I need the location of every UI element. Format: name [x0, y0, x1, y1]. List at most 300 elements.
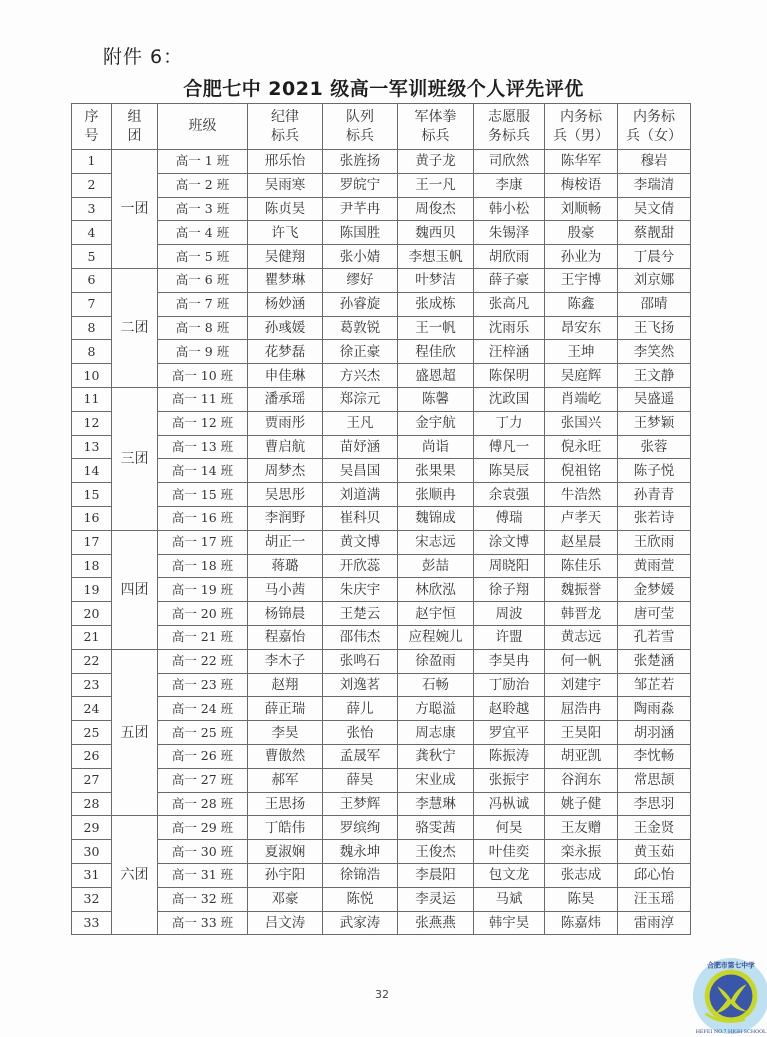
column-header — [112, 104, 158, 150]
dorm-f-cell: 吴盛遥 — [618, 387, 691, 411]
volunteer-cell: 胡欣雨 — [474, 245, 545, 269]
class-cell: 高一 20 班 — [158, 602, 248, 626]
dorm-f-cell: 陈子悦 — [618, 459, 691, 483]
boxing-cell: 王一帆 — [398, 316, 474, 340]
boxing-cell: 陈馨 — [398, 387, 474, 411]
award-table — [71, 103, 691, 935]
discipline-cell: 孙彧媛 — [248, 316, 323, 340]
boxing-cell: 王俊杰 — [398, 840, 474, 864]
seq-cell: 15 — [72, 483, 112, 507]
boxing-cell: 方聪溢 — [398, 697, 474, 721]
formation-cell: 方兴杰 — [323, 364, 398, 388]
boxing-cell: 盛恩超 — [398, 364, 474, 388]
dorm-f-cell: 张蓉 — [618, 435, 691, 459]
class-cell: 高一 9 班 — [158, 340, 248, 364]
group-cell: 一团 — [112, 150, 158, 269]
seq-cell: 18 — [72, 554, 112, 578]
formation-cell: 刘道满 — [323, 483, 398, 507]
header-row — [72, 104, 691, 150]
table-row — [72, 411, 691, 435]
seq-cell: 28 — [72, 792, 112, 816]
dorm-m-cell: 栾永振 — [545, 840, 618, 864]
dorm-m-cell: 黄志远 — [545, 625, 618, 649]
dorm-m-cell: 谷润东 — [545, 768, 618, 792]
discipline-cell: 丁皓伟 — [248, 816, 323, 840]
volunteer-cell: 张高凡 — [474, 292, 545, 316]
class-cell: 高一 26 班 — [158, 744, 248, 768]
dorm-f-cell: 王欣雨 — [618, 530, 691, 554]
discipline-cell: 杨锦晨 — [248, 602, 323, 626]
dorm-f-cell: 李忱畅 — [618, 744, 691, 768]
volunteer-cell: 陈保明 — [474, 364, 545, 388]
seq-cell: 30 — [72, 840, 112, 864]
volunteer-cell: 李昊冉 — [474, 649, 545, 673]
dorm-m-cell: 陈华军 — [545, 150, 618, 174]
formation-cell: 尹芊冉 — [323, 197, 398, 221]
class-cell: 高一 21 班 — [158, 625, 248, 649]
class-cell: 高一 16 班 — [158, 506, 248, 530]
column-header-line: 务标兵 — [488, 127, 530, 144]
formation-cell: 张小婧 — [323, 245, 398, 269]
formation-cell: 邵伟杰 — [323, 625, 398, 649]
boxing-cell: 应程婉儿 — [398, 625, 474, 649]
formation-cell: 吴昌国 — [323, 459, 398, 483]
table-row — [72, 530, 691, 554]
discipline-cell: 郝军 — [248, 768, 323, 792]
formation-cell: 缪好 — [323, 268, 398, 292]
formation-cell: 张怡 — [323, 721, 398, 745]
volunteer-cell: 丁力 — [474, 411, 545, 435]
dorm-m-cell: 殷豪 — [545, 221, 618, 245]
dorm-f-cell: 常思颉 — [618, 768, 691, 792]
formation-cell: 魏永坤 — [323, 840, 398, 864]
column-header — [323, 104, 398, 150]
discipline-cell: 李昊 — [248, 721, 323, 745]
dorm-m-cell: 昂安东 — [545, 316, 618, 340]
discipline-cell: 胡正一 — [248, 530, 323, 554]
volunteer-cell: 陈昊辰 — [474, 459, 545, 483]
formation-cell: 王梦辉 — [323, 792, 398, 816]
dorm-m-cell: 赵星晨 — [545, 530, 618, 554]
table-row — [72, 316, 691, 340]
discipline-cell: 薛正瑞 — [248, 697, 323, 721]
column-header-line: 兵（男） — [553, 127, 609, 144]
document-title: 合肥七中 2021 级高一军训班级个人评先评优 — [183, 78, 584, 100]
volunteer-cell: 汪梓涵 — [474, 340, 545, 364]
class-cell: 高一 2 班 — [158, 173, 248, 197]
formation-cell: 朱庆宇 — [323, 578, 398, 602]
discipline-cell: 夏淑娴 — [248, 840, 323, 864]
table-body — [72, 150, 691, 935]
class-cell: 高一 28 班 — [158, 792, 248, 816]
formation-cell: 王凡 — [323, 411, 398, 435]
volunteer-cell: 陈振涛 — [474, 744, 545, 768]
dorm-m-cell: 陈嘉炜 — [545, 911, 618, 935]
table-row — [72, 840, 691, 864]
class-cell: 高一 14 班 — [158, 459, 248, 483]
class-cell: 高一 8 班 — [158, 316, 248, 340]
dorm-f-cell: 汪玉瑶 — [618, 887, 691, 911]
dorm-f-cell: 王文静 — [618, 364, 691, 388]
volunteer-cell: 冯枞诚 — [474, 792, 545, 816]
column-header-line: 标兵 — [271, 127, 299, 144]
attachment-label: 附件 6： — [103, 46, 184, 68]
formation-cell: 开欣蕊 — [323, 554, 398, 578]
dorm-m-cell: 卢孝天 — [545, 506, 618, 530]
class-cell: 高一 17 班 — [158, 530, 248, 554]
dorm-m-cell: 胡亚凯 — [545, 744, 618, 768]
group-cell: 六团 — [112, 816, 158, 935]
dorm-m-cell: 陈昊 — [545, 887, 618, 911]
discipline-cell: 吴思彤 — [248, 483, 323, 507]
table-row — [72, 863, 691, 887]
volunteer-cell: 许盟 — [474, 625, 545, 649]
table-row — [72, 506, 691, 530]
dorm-m-cell: 张志成 — [545, 863, 618, 887]
boxing-cell: 张成栋 — [398, 292, 474, 316]
class-cell: 高一 31 班 — [158, 863, 248, 887]
class-cell: 高一 5 班 — [158, 245, 248, 269]
discipline-cell: 潘承瑶 — [248, 387, 323, 411]
seq-cell: 33 — [72, 911, 112, 935]
group-cell: 五团 — [112, 649, 158, 816]
discipline-cell: 蒋璐 — [248, 554, 323, 578]
formation-cell: 陈国胜 — [323, 221, 398, 245]
seq-cell: 14 — [72, 459, 112, 483]
discipline-cell: 陈贞昊 — [248, 197, 323, 221]
volunteer-cell: 丁励治 — [474, 673, 545, 697]
formation-cell: 王楚云 — [323, 602, 398, 626]
volunteer-cell: 马斌 — [474, 887, 545, 911]
table-row — [72, 602, 691, 626]
discipline-cell: 邢乐怡 — [248, 150, 323, 174]
dorm-m-cell: 梅桉语 — [545, 173, 618, 197]
class-cell: 高一 25 班 — [158, 721, 248, 745]
dorm-m-cell: 屈浩冉 — [545, 697, 618, 721]
formation-cell: 崔科贝 — [323, 506, 398, 530]
volunteer-cell: 薛子豪 — [474, 268, 545, 292]
seq-cell: 29 — [72, 816, 112, 840]
seq-cell: 8 — [72, 340, 112, 364]
discipline-cell: 曹启航 — [248, 435, 323, 459]
table-row — [72, 292, 691, 316]
dorm-m-cell: 肖端屹 — [545, 387, 618, 411]
table-row — [72, 768, 691, 792]
boxing-cell: 骆雯茜 — [398, 816, 474, 840]
boxing-cell: 李晨阳 — [398, 863, 474, 887]
table-row — [72, 673, 691, 697]
svg-text:合肥市第七中学: 合肥市第七中学 — [707, 961, 755, 970]
formation-cell: 徐正豪 — [323, 340, 398, 364]
dorm-m-cell: 刘建宇 — [545, 673, 618, 697]
table-row — [72, 887, 691, 911]
boxing-cell: 李想玉帆 — [398, 245, 474, 269]
discipline-cell: 周梦杰 — [248, 459, 323, 483]
volunteer-cell: 韩宇昊 — [474, 911, 545, 935]
column-header — [618, 104, 691, 150]
group-cell: 二团 — [112, 268, 158, 387]
column-header-line: 标兵 — [346, 127, 374, 144]
table-row — [72, 221, 691, 245]
dorm-f-cell: 邵晴 — [618, 292, 691, 316]
dorm-f-cell: 邱心怡 — [618, 863, 691, 887]
dorm-f-cell: 王梦颖 — [618, 411, 691, 435]
boxing-cell: 魏西贝 — [398, 221, 474, 245]
boxing-cell: 张顺冉 — [398, 483, 474, 507]
column-header — [545, 104, 618, 150]
column-header-line: 内务标 — [633, 108, 675, 125]
dorm-f-cell: 王金贤 — [618, 816, 691, 840]
class-cell: 高一 10 班 — [158, 364, 248, 388]
formation-cell: 张鸣石 — [323, 649, 398, 673]
boxing-cell: 程佳欣 — [398, 340, 474, 364]
boxing-cell: 金宇航 — [398, 411, 474, 435]
table-row — [72, 744, 691, 768]
formation-cell: 郑淙元 — [323, 387, 398, 411]
dorm-m-cell: 王宇博 — [545, 268, 618, 292]
dorm-f-cell: 丁晨兮 — [618, 245, 691, 269]
dorm-f-cell: 李笑然 — [618, 340, 691, 364]
boxing-cell: 石畅 — [398, 673, 474, 697]
dorm-f-cell: 胡羽涵 — [618, 721, 691, 745]
column-header-line: 队列 — [346, 108, 374, 125]
volunteer-cell: 张振宇 — [474, 768, 545, 792]
boxing-cell: 李慧琳 — [398, 792, 474, 816]
table-row — [72, 245, 691, 269]
dorm-f-cell: 张楚涵 — [618, 649, 691, 673]
boxing-cell: 张燕燕 — [398, 911, 474, 935]
dorm-m-cell: 吴庭辉 — [545, 364, 618, 388]
column-header-line: 号 — [84, 127, 99, 144]
volunteer-cell: 司欣然 — [474, 150, 545, 174]
dorm-f-cell: 金梦媛 — [618, 578, 691, 602]
discipline-cell: 曹傲然 — [248, 744, 323, 768]
class-cell: 高一 12 班 — [158, 411, 248, 435]
discipline-cell: 赵翔 — [248, 673, 323, 697]
class-cell: 高一 33 班 — [158, 911, 248, 935]
formation-cell: 陈悦 — [323, 887, 398, 911]
seq-cell: 11 — [72, 387, 112, 411]
volunteer-cell: 涂文博 — [474, 530, 545, 554]
dorm-m-cell: 魏振誉 — [545, 578, 618, 602]
seq-cell: 31 — [72, 863, 112, 887]
seq-cell: 27 — [72, 768, 112, 792]
dorm-f-cell: 陶雨淼 — [618, 697, 691, 721]
table-row — [72, 197, 691, 221]
column-header-line: 班级 — [188, 118, 217, 134]
column-header-line: 志愿服 — [488, 108, 530, 125]
discipline-cell: 吴雨寒 — [248, 173, 323, 197]
dorm-f-cell: 李思羽 — [618, 792, 691, 816]
boxing-cell: 李灵运 — [398, 887, 474, 911]
table-row — [72, 268, 691, 292]
volunteer-cell: 何昊 — [474, 816, 545, 840]
seq-cell: 8 — [72, 316, 112, 340]
volunteer-cell: 朱锡泽 — [474, 221, 545, 245]
seq-cell: 17 — [72, 530, 112, 554]
formation-cell: 张旌扬 — [323, 150, 398, 174]
boxing-cell: 徐盈雨 — [398, 649, 474, 673]
seq-cell: 1 — [72, 150, 112, 174]
column-header — [72, 104, 112, 150]
boxing-cell: 宋志远 — [398, 530, 474, 554]
volunteer-cell: 沈雨乐 — [474, 316, 545, 340]
discipline-cell: 马小茜 — [248, 578, 323, 602]
class-cell: 高一 18 班 — [158, 554, 248, 578]
formation-cell: 薛儿 — [323, 697, 398, 721]
table-row — [72, 625, 691, 649]
dorm-m-cell: 何一帆 — [545, 649, 618, 673]
class-cell: 高一 15 班 — [158, 483, 248, 507]
class-cell: 高一 24 班 — [158, 697, 248, 721]
discipline-cell: 花梦磊 — [248, 340, 323, 364]
dorm-f-cell: 吴文倩 — [618, 197, 691, 221]
boxing-cell: 周志康 — [398, 721, 474, 745]
class-cell: 高一 23 班 — [158, 673, 248, 697]
column-header-line: 序 — [84, 108, 99, 125]
table-row — [72, 387, 691, 411]
table-row — [72, 816, 691, 840]
table-row — [72, 459, 691, 483]
dorm-f-cell: 张若诗 — [618, 506, 691, 530]
volunteer-cell: 周波 — [474, 602, 545, 626]
group-cell: 四团 — [112, 530, 158, 649]
formation-cell: 孙睿旋 — [323, 292, 398, 316]
dorm-f-cell: 雷雨淳 — [618, 911, 691, 935]
table-row — [72, 340, 691, 364]
boxing-cell: 龚秋宁 — [398, 744, 474, 768]
dorm-m-cell: 张国兴 — [545, 411, 618, 435]
school-logo-icon — [692, 955, 767, 1037]
seq-cell: 19 — [72, 578, 112, 602]
dorm-m-cell: 姚子健 — [545, 792, 618, 816]
class-cell: 高一 29 班 — [158, 816, 248, 840]
class-cell: 高一 3 班 — [158, 197, 248, 221]
dorm-f-cell: 唐可莹 — [618, 602, 691, 626]
column-header-line: 兵（女） — [626, 127, 682, 144]
column-header-line: 纪律 — [271, 108, 299, 125]
boxing-cell: 赵宇恒 — [398, 602, 474, 626]
table-row — [72, 911, 691, 935]
svg-text:HEFEI NO.7 HIGH SCHOOL: HEFEI NO.7 HIGH SCHOOL — [695, 1029, 767, 1036]
seq-cell: 26 — [72, 744, 112, 768]
class-cell: 高一 13 班 — [158, 435, 248, 459]
dorm-m-cell: 王友赠 — [545, 816, 618, 840]
column-header — [158, 104, 248, 150]
seq-cell: 23 — [72, 673, 112, 697]
formation-cell: 苗妤涵 — [323, 435, 398, 459]
dorm-f-cell: 蔡靓甜 — [618, 221, 691, 245]
dorm-f-cell: 孙青青 — [618, 483, 691, 507]
seq-cell: 10 — [72, 364, 112, 388]
formation-cell: 孟晟军 — [323, 744, 398, 768]
class-cell: 高一 30 班 — [158, 840, 248, 864]
class-cell: 高一 32 班 — [158, 887, 248, 911]
formation-cell: 薛昊 — [323, 768, 398, 792]
column-header-line: 内务标 — [560, 108, 602, 125]
column-header — [474, 104, 545, 150]
volunteer-cell: 包文龙 — [474, 863, 545, 887]
seq-cell: 13 — [72, 435, 112, 459]
column-header — [398, 104, 474, 150]
discipline-cell: 李木子 — [248, 649, 323, 673]
dorm-m-cell: 陈鑫 — [545, 292, 618, 316]
volunteer-cell: 周晓阳 — [474, 554, 545, 578]
formation-cell: 葛敦锐 — [323, 316, 398, 340]
table-row — [72, 792, 691, 816]
dorm-f-cell: 孔若雪 — [618, 625, 691, 649]
boxing-cell: 尚诣 — [398, 435, 474, 459]
boxing-cell: 彭喆 — [398, 554, 474, 578]
volunteer-cell: 韩小松 — [474, 197, 545, 221]
table-row — [72, 435, 691, 459]
discipline-cell: 吴健翔 — [248, 245, 323, 269]
volunteer-cell: 沈政国 — [474, 387, 545, 411]
volunteer-cell: 徐子翔 — [474, 578, 545, 602]
dorm-m-cell: 倪永旺 — [545, 435, 618, 459]
class-cell: 高一 19 班 — [158, 578, 248, 602]
seq-cell: 5 — [72, 245, 112, 269]
table-row — [72, 364, 691, 388]
volunteer-cell: 傅凡一 — [474, 435, 545, 459]
seq-cell: 32 — [72, 887, 112, 911]
discipline-cell: 许飞 — [248, 221, 323, 245]
discipline-cell: 邓豪 — [248, 887, 323, 911]
boxing-cell: 叶梦洁 — [398, 268, 474, 292]
volunteer-cell: 罗宜平 — [474, 721, 545, 745]
seq-cell: 2 — [72, 173, 112, 197]
volunteer-cell: 叶佳奕 — [474, 840, 545, 864]
column-header-line: 军体拳 — [414, 108, 457, 125]
table-row — [72, 697, 691, 721]
formation-cell: 刘逸茗 — [323, 673, 398, 697]
dorm-m-cell: 韩晋龙 — [545, 602, 618, 626]
dorm-m-cell: 陈佳乐 — [545, 554, 618, 578]
dorm-m-cell: 牛浩然 — [545, 483, 618, 507]
class-cell: 高一 7 班 — [158, 292, 248, 316]
discipline-cell: 李润野 — [248, 506, 323, 530]
column-header — [248, 104, 323, 150]
table-row — [72, 649, 691, 673]
table-row — [72, 173, 691, 197]
seq-cell: 16 — [72, 506, 112, 530]
boxing-cell: 张果果 — [398, 459, 474, 483]
dorm-f-cell: 穆岩 — [618, 150, 691, 174]
dorm-m-cell: 王昊阳 — [545, 721, 618, 745]
seq-cell: 3 — [72, 197, 112, 221]
seq-cell: 22 — [72, 649, 112, 673]
discipline-cell: 申佳琳 — [248, 364, 323, 388]
boxing-cell: 周俊杰 — [398, 197, 474, 221]
column-header-line: 团 — [127, 127, 142, 144]
table-row — [72, 150, 691, 174]
boxing-cell: 黄子龙 — [398, 150, 474, 174]
discipline-cell: 吕文涛 — [248, 911, 323, 935]
dorm-f-cell: 刘京娜 — [618, 268, 691, 292]
column-header-line: 标兵 — [421, 127, 450, 144]
dorm-m-cell: 王坤 — [545, 340, 618, 364]
dorm-m-cell: 刘顺畅 — [545, 197, 618, 221]
seq-cell: 21 — [72, 625, 112, 649]
formation-cell: 徐锦浩 — [323, 863, 398, 887]
seq-cell: 25 — [72, 721, 112, 745]
class-cell: 高一 4 班 — [158, 221, 248, 245]
seq-cell: 6 — [72, 268, 112, 292]
discipline-cell: 贾雨彤 — [248, 411, 323, 435]
class-cell: 高一 27 班 — [158, 768, 248, 792]
dorm-f-cell: 王飞扬 — [618, 316, 691, 340]
dorm-f-cell: 邹芷若 — [618, 673, 691, 697]
